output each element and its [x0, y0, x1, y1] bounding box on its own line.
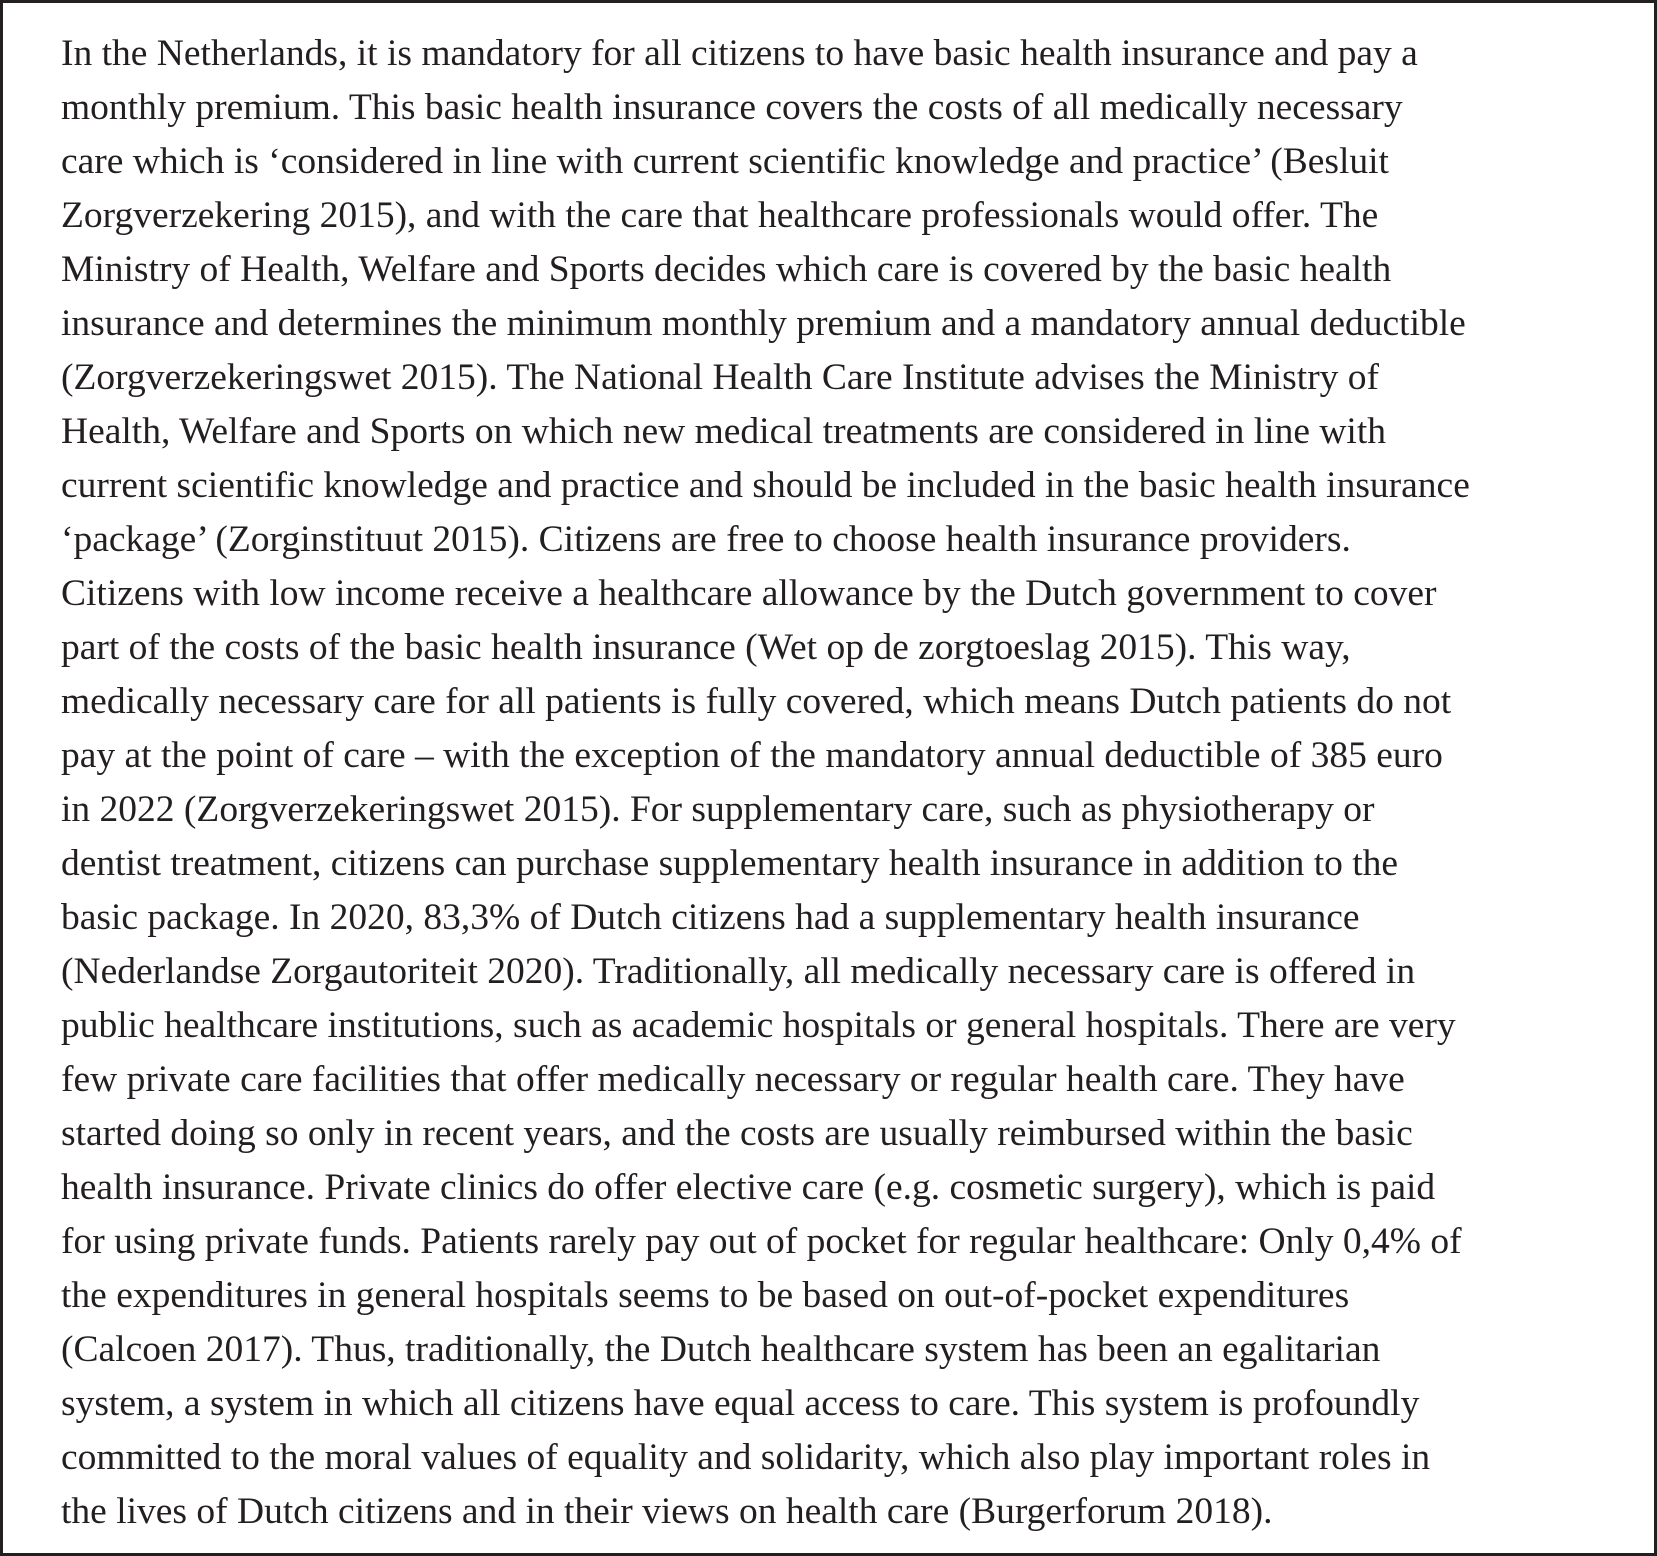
- paragraph-line: medically necessary care for all patients is fully covered, which means Dutch patients do not: [61, 681, 1452, 722]
- paragraph-line: public healthcare institutions, such as academic hospitals or general hospitals. There are very: [61, 1005, 1456, 1046]
- paragraph-line: dentist treatment, citizens can purchase supplementary health insurance in addition to the: [61, 843, 1399, 884]
- paragraph-line: monthly premium. This basic health insurance covers the costs of all medically necessary: [61, 87, 1403, 128]
- paragraph-line: committed to the moral values of equality and solidarity, which also play important roles in: [61, 1437, 1431, 1478]
- paragraph-line: for using private funds. Patients rarely pay out of pocket for regular healthcare: Only 0,4% of: [61, 1221, 1462, 1262]
- paragraph-line: in 2022 (Zorgverzekeringswet 2015). For supplementary care, such as physiotherapy or: [61, 789, 1375, 830]
- paragraph-line: Health, Welfare and Sports on which new medical treatments are considered in line with: [61, 411, 1387, 452]
- paragraph-line: pay at the point of care – with the exception of the mandatory annual deductible of 385 euro: [61, 735, 1443, 776]
- paragraph-line: In the Netherlands, it is mandatory for all citizens to have basic health insurance and pay a: [61, 33, 1418, 74]
- paragraph-line: the lives of Dutch citizens and in their views on health care (Burgerforum 2018).: [61, 1491, 1273, 1532]
- paragraph-line: Zorgverzekering 2015), and with the care that healthcare professionals would offer. The: [61, 195, 1379, 236]
- paragraph-line: Ministry of Health, Welfare and Sports decides which care is covered by the basic health: [61, 249, 1392, 290]
- paragraph-line: (Zorgverzekeringswet 2015). The National Health Care Institute advises the Ministry of: [61, 357, 1380, 398]
- paragraph-line: the expenditures in general hospitals seems to be based on out-of-pocket expenditures: [61, 1275, 1350, 1316]
- paragraph-line: basic package. In 2020, 83,3% of Dutch citizens had a supplementary health insurance: [61, 897, 1360, 938]
- paragraph-line: ‘package’ (Zorginstituut 2015). Citizens are free to choose health insurance providers.: [61, 519, 1351, 560]
- paragraph-line: (Calcoen 2017). Thus, traditionally, the Dutch healthcare system has been an egalitarian: [61, 1329, 1381, 1370]
- paragraph-line: (Nederlandse Zorgautoriteit 2020). Traditionally, all medically necessary care is offered in: [61, 951, 1416, 992]
- paragraph-line: part of the costs of the basic health insurance (Wet op de zorgtoeslag 2015). This way,: [61, 627, 1351, 668]
- paragraph-line: current scientific knowledge and practice and should be included in the basic health insurance: [61, 465, 1470, 506]
- paragraph-line: system, a system in which all citizens have equal access to care. This system is profoundly: [61, 1383, 1420, 1424]
- paragraph-line: few private care facilities that offer medically necessary or regular health care. They have: [61, 1059, 1405, 1100]
- paragraph-line: Citizens with low income receive a healthcare allowance by the Dutch government to cover: [61, 573, 1437, 614]
- paragraph-line: insurance and determines the minimum monthly premium and a mandatory annual deductible: [61, 303, 1466, 344]
- paragraph-line: started doing so only in recent years, and the costs are usually reimbursed within the basic: [61, 1113, 1413, 1154]
- paragraph-line: care which is ‘considered in line with current scientific knowledge and practice’ (Besluit: [61, 141, 1389, 182]
- paragraph: [61, 27, 1641, 1539]
- paragraph-line: health insurance. Private clinics do offer elective care (e.g. cosmetic surgery), which is paid: [61, 1167, 1436, 1208]
